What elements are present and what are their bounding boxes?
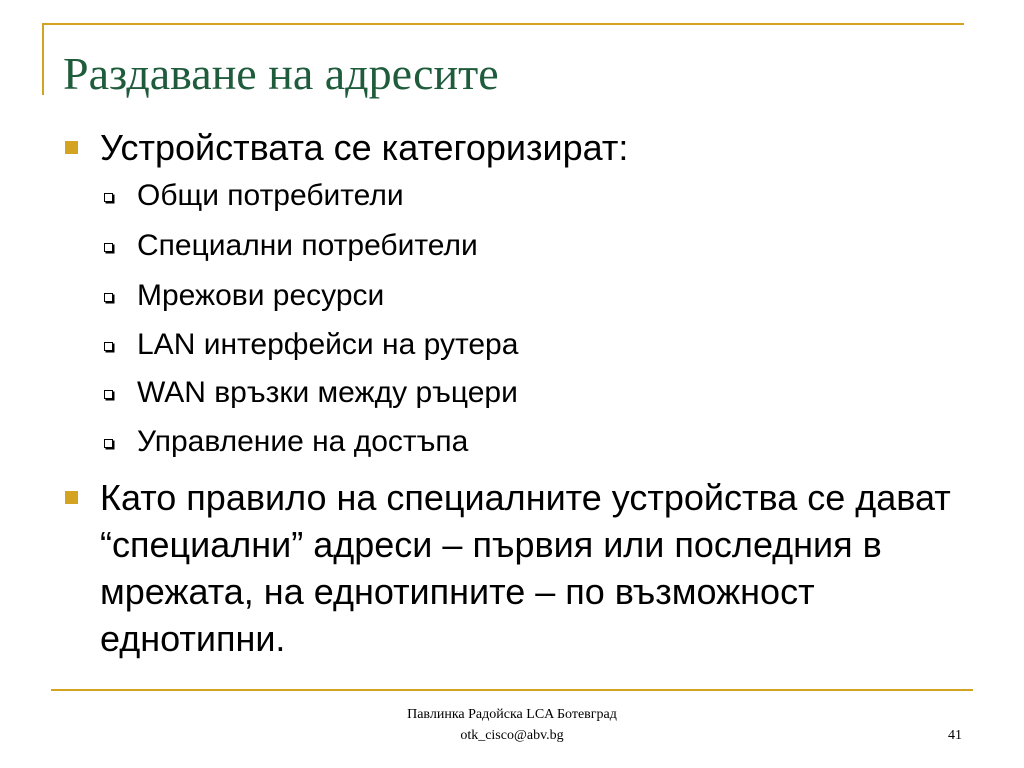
bullet-1 xyxy=(100,124,970,171)
sub-bullet-6 xyxy=(137,422,957,462)
footer-divider xyxy=(51,689,973,691)
page-number: 41 xyxy=(948,728,962,743)
hollow-square-bullet-icon xyxy=(104,243,113,252)
sub-bullet-4 xyxy=(137,325,957,365)
sub-bullet-2 xyxy=(137,226,957,266)
sub-bullet-text: Общи потребители xyxy=(137,179,404,212)
bullet-2 xyxy=(100,474,970,662)
footer xyxy=(312,704,712,746)
sub-bullet-1 xyxy=(137,176,957,216)
square-bullet-icon xyxy=(65,491,78,504)
sub-bullet-text: Специални потребители xyxy=(137,229,478,262)
hollow-square-bullet-icon xyxy=(104,293,113,302)
hollow-square-bullet-icon xyxy=(104,193,113,202)
sub-bullet-text: WAN връзки между ръцери xyxy=(137,376,518,409)
footer-email: otk_cisco@abv.bg xyxy=(460,728,564,743)
bullet-1-text: Устройствата се категоризират: xyxy=(100,127,629,168)
sub-bullet-text: Мрежови ресурси xyxy=(137,279,385,312)
bullet-2-text: Като правило на специалните устройства се дават “специални” адреси – първия или последния в мрежата, на еднотипните – по възможност еднотипни. xyxy=(100,477,951,659)
slide-title: Раздаване на адресите xyxy=(63,48,499,99)
sub-bullet-text: LAN интерфейси на рутера xyxy=(137,328,519,361)
square-bullet-icon xyxy=(65,141,78,154)
sub-bullet-3 xyxy=(137,276,957,316)
sub-bullet-5 xyxy=(137,373,957,413)
hollow-square-bullet-icon xyxy=(104,342,113,351)
footer-author: Павлинка Радойска LCA Ботевград xyxy=(407,707,617,722)
hollow-square-bullet-icon xyxy=(104,390,113,399)
sub-bullet-text: Управление на достъпа xyxy=(137,425,469,458)
hollow-square-bullet-icon xyxy=(104,439,113,448)
